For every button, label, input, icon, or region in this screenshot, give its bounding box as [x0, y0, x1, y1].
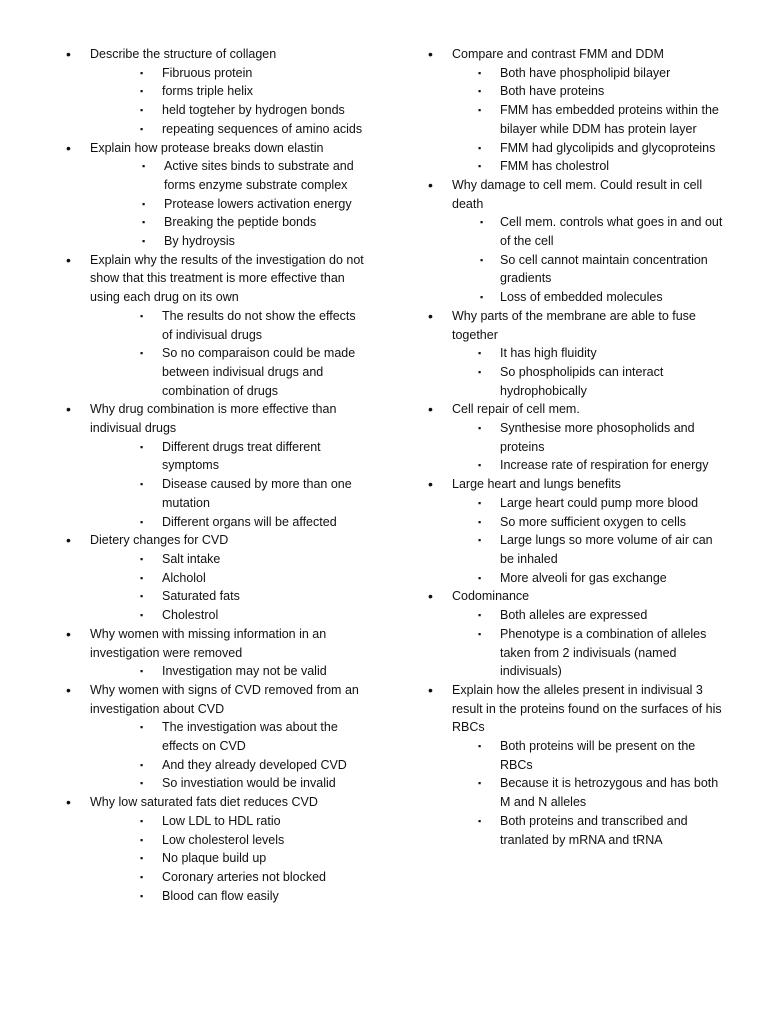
answer-list: [452, 419, 726, 475]
answer-text: No plaque build up: [162, 851, 267, 866]
question-text: Why damage to cell mem. Could result in cell death: [452, 177, 703, 211]
bullet-icon: •: [66, 139, 71, 156]
answer-item: [452, 251, 726, 288]
question-text: Why low saturated fats diet reduces CVD: [90, 795, 318, 810]
answer-text: So phospholipids can interact hydrophobically: [500, 364, 664, 398]
question-text: Codominance: [452, 589, 530, 604]
answer-item: [90, 232, 364, 251]
square-bullet-icon: ▪: [478, 778, 482, 789]
square-bullet-icon: ▪: [478, 572, 482, 583]
question-item: [64, 531, 364, 625]
answer-text: FMM has cholestrol: [500, 159, 610, 174]
question-text: Why parts of the membrane are able to fuse together: [452, 308, 696, 342]
answer-item: [90, 64, 364, 83]
answer-text: Both proteins and transcribed and tranlated by mRNA and tRNA: [500, 813, 688, 847]
answer-text: Fibruous protein: [162, 65, 253, 80]
answer-list: [90, 157, 364, 251]
square-bullet-icon: ▪: [140, 572, 144, 583]
answer-text: More alveoli for gas exchange: [500, 570, 667, 585]
square-bullet-icon: ▪: [142, 236, 146, 247]
left-column: [64, 45, 364, 905]
square-bullet-icon: ▪: [140, 479, 144, 490]
answer-item: [452, 531, 726, 568]
answer-item: [452, 812, 726, 849]
left-question-list: [64, 45, 364, 905]
answer-text: Both have proteins: [500, 84, 605, 99]
square-bullet-icon: ▪: [478, 142, 482, 153]
answer-item: [90, 438, 364, 475]
square-bullet-icon: ▪: [140, 441, 144, 452]
answer-text: Saturated fats: [162, 589, 240, 604]
square-bullet-icon: ▪: [478, 741, 482, 752]
square-bullet-icon: ▪: [140, 553, 144, 564]
answer-text: Active sites binds to substrate and forms enzyme substrate complex: [164, 159, 354, 192]
question-text: Dietery changes for CVD: [90, 533, 229, 548]
bullet-icon: •: [66, 401, 71, 418]
answer-item: [452, 774, 726, 811]
answer-item: [452, 494, 726, 513]
square-bullet-icon: ▪: [140, 666, 144, 677]
answer-text: held togteher by hydrogen bonds: [162, 103, 345, 118]
question-text: Why drug combination is more effective than indivisual drugs: [90, 402, 337, 436]
answer-item: [452, 101, 726, 138]
question-item: [426, 400, 726, 475]
answer-text: Disease caused by more than one mutation: [162, 477, 352, 510]
answer-text: forms triple helix: [162, 84, 253, 99]
answer-list: [90, 812, 364, 906]
answer-item: [90, 774, 364, 793]
answer-text: Breaking the peptide bonds: [164, 215, 317, 230]
question-item: [64, 793, 364, 905]
bullet-icon: •: [66, 625, 71, 642]
square-bullet-icon: ▪: [140, 853, 144, 864]
square-bullet-icon: ▪: [140, 722, 144, 733]
square-bullet-icon: ▪: [478, 516, 482, 527]
answer-item: [90, 120, 364, 139]
answer-text: By hydroysis: [164, 234, 235, 249]
answer-text: Coronary arteries not blocked: [162, 869, 326, 884]
answer-text: Investigation may not be valid: [162, 664, 327, 679]
answer-item: [452, 419, 726, 456]
answer-text: Different organs will be affected: [162, 514, 337, 529]
square-bullet-icon: ▪: [140, 591, 144, 602]
bullet-icon: •: [428, 681, 433, 698]
answer-list: [452, 344, 726, 400]
answer-text: Because it is hetrozygous and has both M and N alleles: [500, 776, 719, 810]
answer-text: Both have phospholipid bilayer: [500, 65, 671, 80]
answer-item: [90, 868, 364, 887]
bullet-icon: •: [66, 794, 71, 811]
answer-text: Cell mem. controls what goes in and out of the cell: [500, 215, 723, 249]
square-bullet-icon: ▪: [478, 423, 482, 434]
answer-list: [452, 213, 726, 307]
answer-item: [452, 344, 726, 363]
answer-text: Blood can flow easily: [162, 888, 279, 903]
answer-text: Salt intake: [162, 551, 221, 566]
square-bullet-icon: ▪: [140, 348, 144, 359]
question-item: [64, 251, 364, 401]
square-bullet-icon: ▪: [478, 161, 482, 172]
bullet-icon: •: [66, 251, 71, 268]
answer-list: [452, 64, 726, 176]
question-item: [64, 681, 364, 793]
answer-text: Different drugs treat different symptoms: [162, 439, 321, 473]
bullet-icon: •: [428, 307, 433, 324]
answer-item: [90, 513, 364, 532]
square-bullet-icon: ▪: [140, 815, 144, 826]
bullet-icon: •: [428, 176, 433, 193]
bullet-icon: •: [428, 46, 433, 62]
question-text: Explain how the alleles present in indivisual 3 result in the proteins found on the surfaces of his RBCs: [452, 682, 722, 735]
square-bullet-icon: ▪: [140, 890, 144, 901]
question-text: Explain how protease breaks down elastin: [90, 140, 324, 155]
question-item: [426, 475, 726, 587]
answer-item: [90, 569, 364, 588]
answer-text: FMM had glycolipids and glycoproteins: [500, 140, 716, 155]
answer-item: [452, 569, 726, 588]
square-bullet-icon: ▪: [478, 366, 482, 377]
question-item: [426, 681, 726, 849]
square-bullet-icon: ▪: [478, 348, 482, 359]
square-bullet-icon: ▪: [480, 292, 484, 303]
question-item: [426, 587, 726, 681]
answer-text: So cell cannot maintain concentration gradients: [500, 252, 708, 286]
answer-text: So more sufficient oxygen to cells: [500, 514, 686, 529]
square-bullet-icon: ▪: [140, 86, 144, 97]
answer-item: [90, 887, 364, 906]
square-bullet-icon: ▪: [140, 834, 144, 845]
question-text: Why women with missing information in an investigation were removed: [90, 626, 327, 660]
answer-item: [452, 157, 726, 176]
square-bullet-icon: ▪: [140, 871, 144, 882]
square-bullet-icon: ▪: [140, 516, 144, 527]
answer-text: The results do not show the effects of indivisual drugs: [162, 308, 356, 342]
question-item: [64, 625, 364, 681]
answer-text: FMM has embedded proteins within the bilayer while DDM has protein layer: [500, 103, 719, 136]
answer-item: [90, 213, 364, 232]
answer-list: [452, 606, 726, 681]
answer-item: [452, 606, 726, 625]
square-bullet-icon: ▪: [480, 254, 484, 265]
answer-item: [452, 82, 726, 101]
answer-text: Loss of embedded molecules: [500, 290, 663, 305]
question-text: Cell repair of cell mem.: [452, 402, 580, 417]
answer-item: [452, 139, 726, 158]
answer-item: [90, 550, 364, 569]
answer-text: Increase rate of respiration for energy: [500, 458, 709, 473]
question-item: [426, 307, 726, 401]
question-text: Large heart and lungs benefits: [452, 477, 621, 492]
question-item: [64, 45, 364, 139]
square-bullet-icon: ▪: [140, 123, 144, 134]
answer-item: [90, 662, 364, 681]
question-text: Explain why the results of the investigation do not show that this treatment is more effective than using each drug on its own: [90, 252, 364, 305]
answer-item: [90, 101, 364, 120]
square-bullet-icon: ▪: [478, 67, 482, 78]
right-question-list: [426, 45, 726, 849]
square-bullet-icon: ▪: [478, 628, 482, 639]
answer-text: Alcholol: [162, 570, 206, 585]
answer-text: Phenotype is a combination of alleles taken from 2 indivisuals (named indivisuals): [500, 626, 707, 679]
square-bullet-icon: ▪: [478, 815, 482, 826]
answer-item: [452, 64, 726, 83]
question-text: Why women with signs of CVD removed from an investigation about CVD: [90, 682, 359, 716]
question-item: [426, 176, 726, 307]
square-bullet-icon: ▪: [140, 759, 144, 770]
answer-text: Both proteins will be present on the RBCs: [500, 739, 696, 772]
answer-list: [90, 438, 364, 532]
square-bullet-icon: ▪: [478, 460, 482, 471]
answer-text: So no comparaison could be made between indivisual drugs and combination of drugs: [162, 346, 356, 398]
square-bullet-icon: ▪: [140, 67, 144, 78]
answer-item: [452, 513, 726, 532]
answer-item: [452, 363, 726, 400]
answer-list: [90, 662, 364, 681]
answer-list: [90, 307, 364, 401]
answer-text: Synthesise more phosopholids and proteins: [500, 421, 695, 454]
answer-item: [90, 195, 364, 214]
answer-text: Low LDL to HDL ratio: [162, 813, 281, 828]
answer-item: [90, 344, 364, 400]
answer-list: [452, 494, 726, 588]
answer-text: And they already developed CVD: [162, 757, 347, 772]
square-bullet-icon: ▪: [142, 161, 146, 172]
square-bullet-icon: ▪: [478, 105, 482, 116]
answer-list: [452, 737, 726, 849]
square-bullet-icon: ▪: [478, 86, 482, 97]
answer-text: Large lungs so more volume of air can be inhaled: [500, 533, 713, 566]
bullet-icon: •: [66, 532, 71, 549]
question-text: Compare and contrast FMM and DDM: [452, 47, 664, 61]
answer-text: Large heart could pump more blood: [500, 495, 699, 510]
answer-list: [90, 718, 364, 793]
answer-item: [452, 288, 726, 307]
answer-item: [90, 475, 364, 512]
answer-text: The investigation was about the effects on CVD: [162, 720, 338, 754]
square-bullet-icon: ▪: [478, 535, 482, 546]
question-item: [426, 45, 726, 176]
answer-text: Protease lowers activation energy: [164, 196, 352, 211]
right-column: [426, 45, 726, 849]
answer-list: [90, 64, 364, 139]
answer-item: [452, 625, 726, 681]
answer-item: [452, 737, 726, 774]
answer-item: [90, 718, 364, 755]
answer-item: [90, 82, 364, 101]
answer-item: [452, 456, 726, 475]
answer-text: Both alleles are expressed: [500, 608, 648, 623]
square-bullet-icon: ▪: [140, 310, 144, 321]
answer-text: It has high fluidity: [500, 346, 597, 361]
answer-item: [90, 812, 364, 831]
square-bullet-icon: ▪: [142, 217, 146, 228]
bullet-icon: •: [66, 46, 71, 62]
answer-item: [90, 756, 364, 775]
bullet-icon: •: [428, 588, 433, 605]
answer-item: [90, 587, 364, 606]
answer-text: So investiation would be invalid: [162, 776, 336, 791]
square-bullet-icon: ▪: [478, 497, 482, 508]
square-bullet-icon: ▪: [140, 610, 144, 621]
answer-text: Low cholesterol levels: [162, 832, 285, 847]
answer-list: [90, 550, 364, 625]
square-bullet-icon: ▪: [142, 198, 146, 209]
bullet-icon: •: [428, 401, 433, 418]
question-item: [64, 400, 364, 531]
answer-text: Cholestrol: [162, 608, 219, 623]
question-text: Describe the structure of collagen: [90, 47, 277, 61]
answer-item: [452, 213, 726, 250]
square-bullet-icon: ▪: [140, 778, 144, 789]
answer-item: [90, 307, 364, 344]
bullet-icon: •: [428, 476, 433, 493]
answer-item: [90, 157, 364, 194]
bullet-icon: •: [66, 681, 71, 698]
answer-text: repeating sequences of amino acids: [162, 121, 363, 136]
square-bullet-icon: ▪: [480, 217, 484, 228]
question-item: [64, 139, 364, 251]
square-bullet-icon: ▪: [478, 610, 482, 621]
answer-item: [90, 849, 364, 868]
answer-item: [90, 606, 364, 625]
square-bullet-icon: ▪: [140, 105, 144, 116]
answer-item: [90, 831, 364, 850]
